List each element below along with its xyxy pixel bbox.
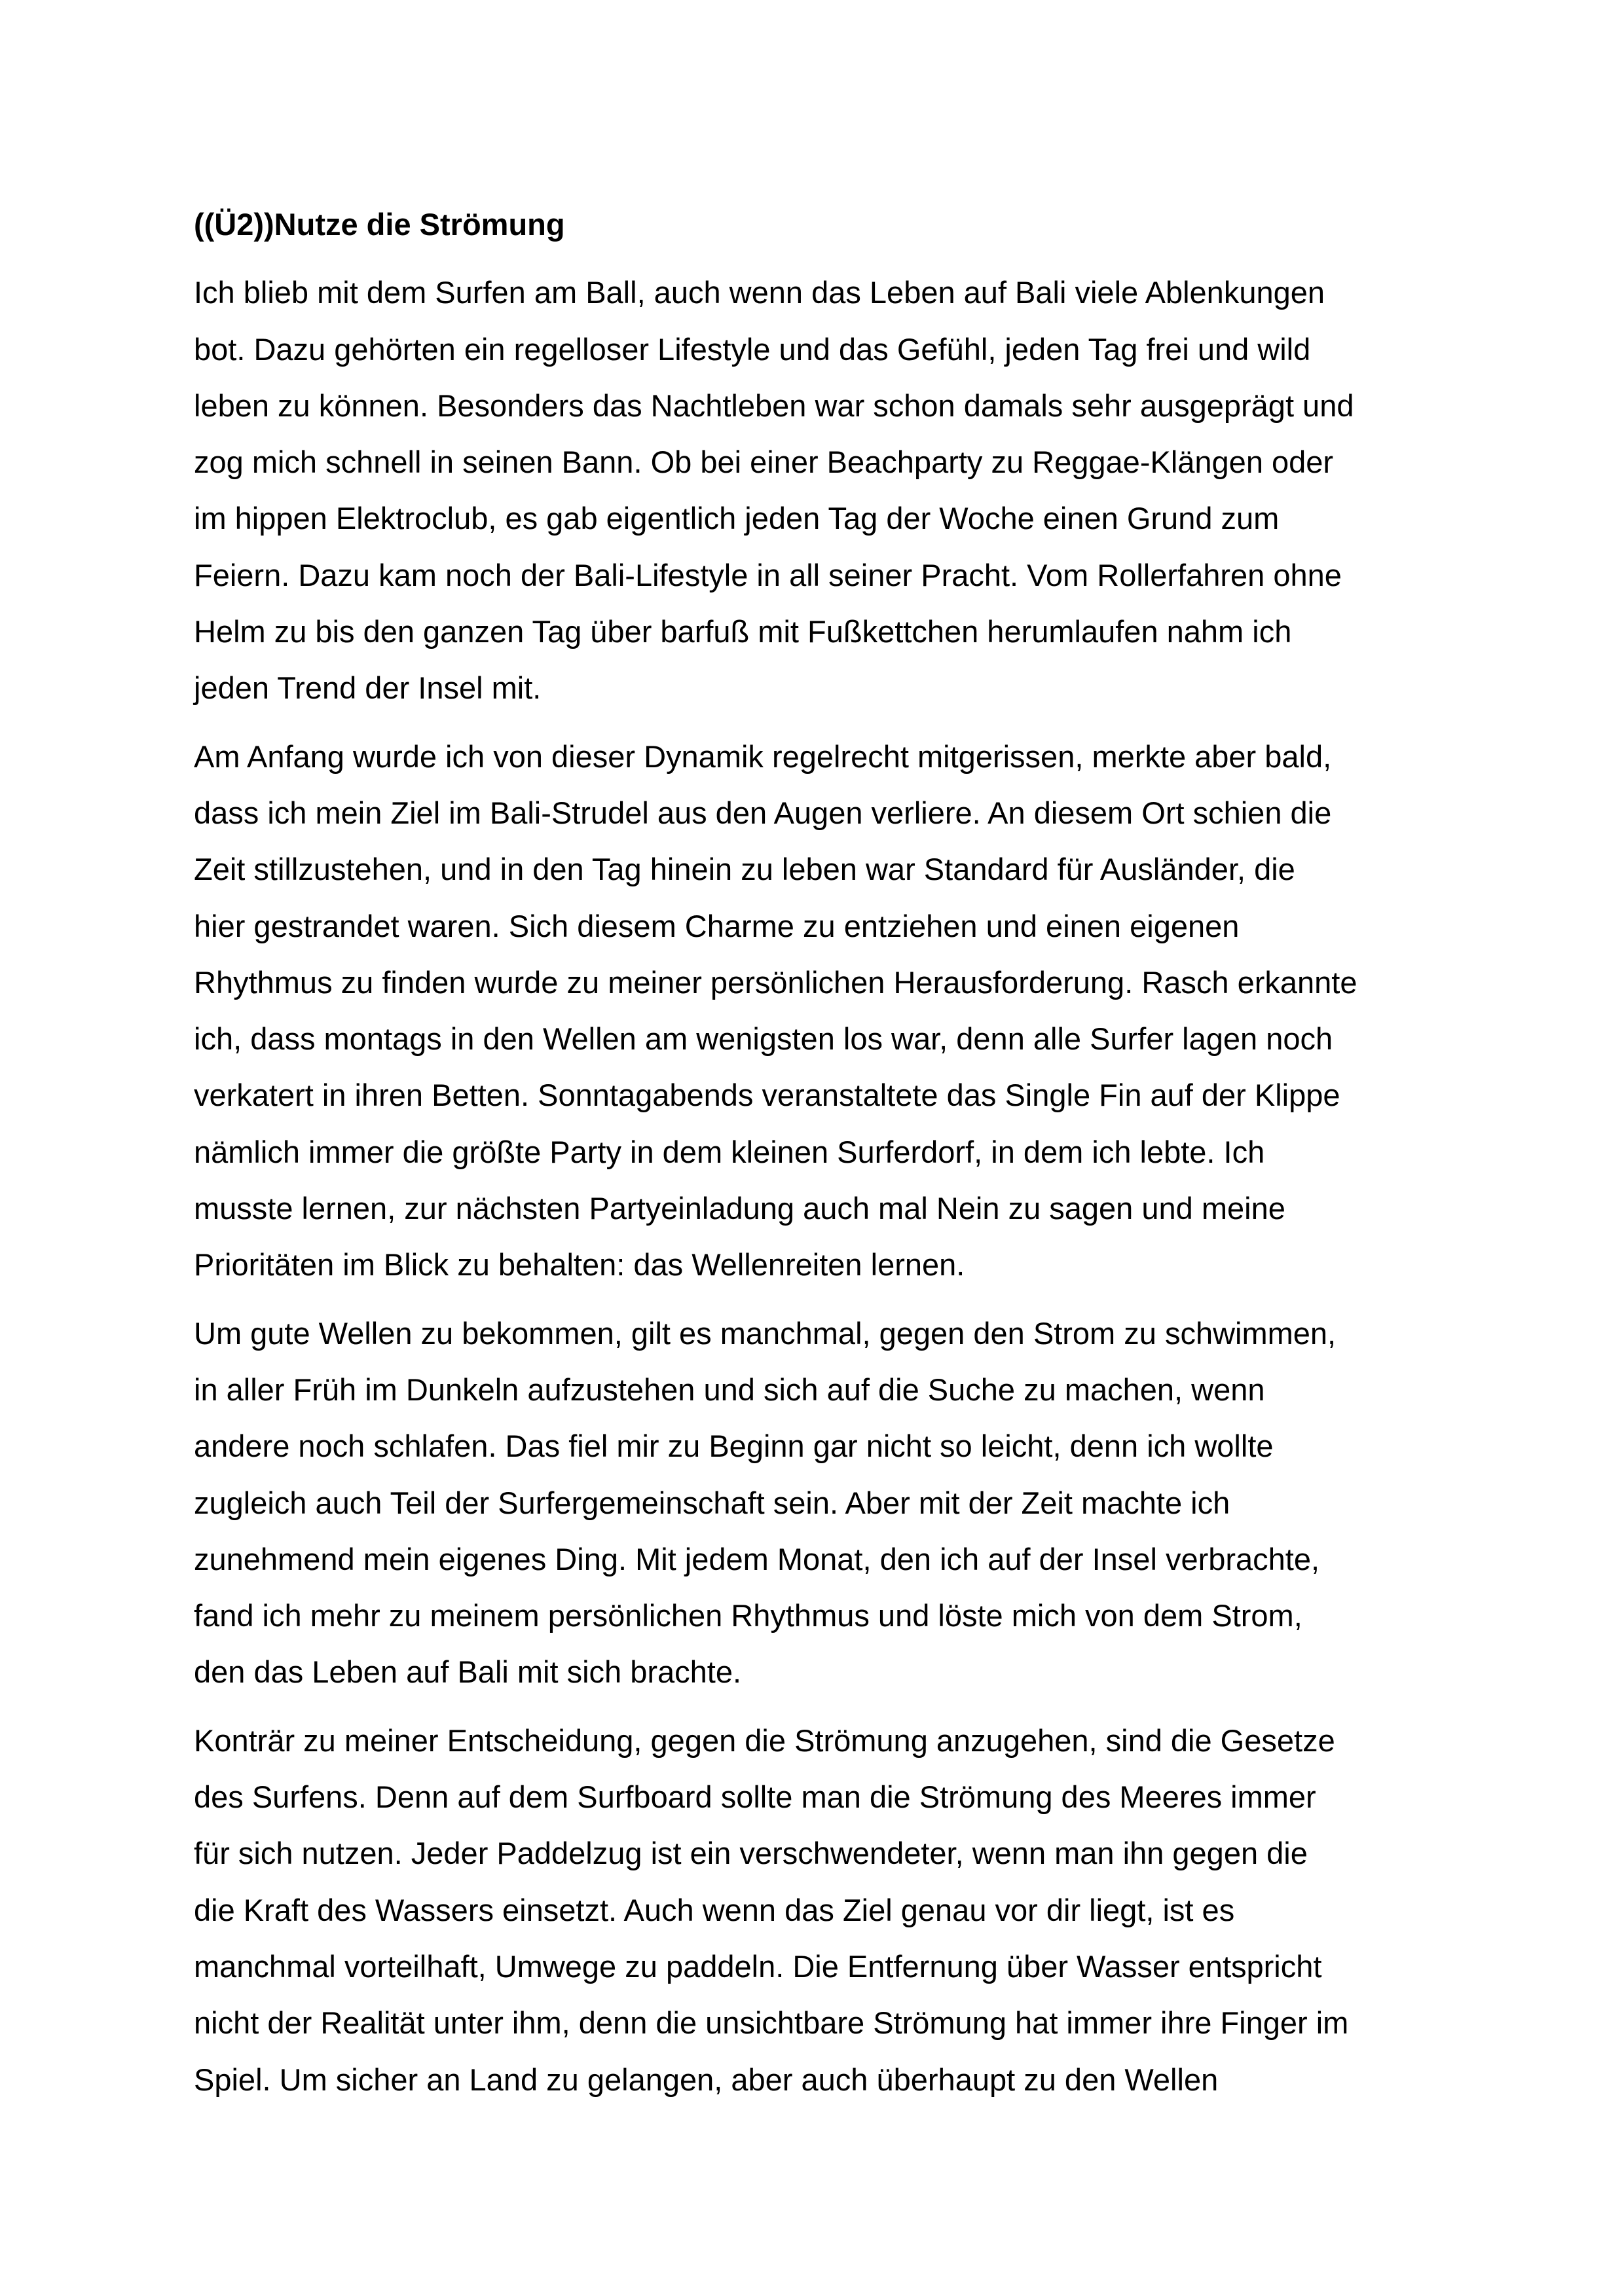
text-line: des Surfens. Denn auf dem Surfboard sollte man die Strömung des Meeres immer [194,1779,1316,1815]
text-line: manchmal vorteilhaft, Umwege zu paddeln. Die Entfernung über Wasser entspricht [194,1948,1322,1984]
text-line: Rhythmus zu finden wurde zu meiner persönlichen Herausforderung. Rasch erkannte [194,964,1357,1000]
text-line: bot. Dazu gehörten ein regelloser Lifestyle und das Gefühl, jeden Tag frei und wild [194,331,1311,367]
text-line: jeden Trend der Insel mit. [194,670,542,706]
text-line: ich, dass montags in den Wellen am wenigsten los war, denn alle Surfer lagen noch [194,1021,1333,1057]
text-line: musste lernen, zur nächsten Partyeinladung auch mal Nein zu sagen und meine [194,1191,1285,1226]
paragraph-3 [194,1305,1458,1701]
text-line: Ich blieb mit dem Surfen am Ball, auch wenn das Leben auf Bali viele Ablenkungen [194,275,1325,310]
text-line: nämlich immer die größte Party in dem kleinen Surferdorf, in dem ich lebte. Ich [194,1134,1265,1169]
paragraph-2 [194,729,1458,1294]
text-line: den das Leben auf Bali mit sich brachte. [194,1654,742,1690]
section-heading: ((Ü2))Nutze die Strömung [194,207,565,242]
text-line: zog mich schnell in seinen Bann. Ob bei einer Beachparty zu Reggae-Klängen oder [194,445,1334,480]
text-line: verkatert in ihren Betten. Sonntagabends veranstaltete das Single Fin auf der Klippe [194,1078,1340,1113]
text-line: andere noch schlafen. Das fiel mir zu Beginn gar nicht so leicht, denn ich wollte [194,1429,1274,1464]
text-line: zugleich auch Teil der Surfergemeinschaft sein. Aber mit der Zeit machte ich [194,1485,1230,1520]
text-line: in aller Früh im Dunkeln aufzustehen und sich auf die Suche zu machen, wenn [194,1372,1265,1407]
paragraph-1 [194,264,1458,716]
text-line: im hippen Elektroclub, es gab eigentlich jeden Tag der Woche einen Grund zum [194,501,1280,536]
text-line: Um gute Wellen zu bekommen, gilt es manchmal, gegen den Strom zu schwimmen, [194,1315,1337,1351]
document-page [194,196,1458,2120]
text-line: Feiern. Dazu kam noch der Bali-Lifestyle in all seiner Pracht. Vom Rollerfahren ohne [194,557,1342,592]
text-line: Am Anfang wurde ich von dieser Dynamik regelrecht mitgerissen, merkte aber bald, [194,738,1332,774]
text-line: hier gestrandet waren. Sich diesem Charme zu entziehen und einen eigenen [194,908,1240,943]
text-line: für sich nutzen. Jeder Paddelzug ist ein verschwendeter, wenn man ihn gegen die [194,1836,1308,1871]
text-line: Spiel. Um sicher an Land zu gelangen, aber auch überhaupt zu den Wellen [194,2062,1219,2097]
text-line: Helm zu bis den ganzen Tag über barfuß mit Fußkettchen herumlaufen nahm ich [194,614,1292,649]
text-line: Zeit stillzustehen, und in den Tag hinein zu leben war Standard für Ausländer, die [194,852,1295,887]
text-line: die Kraft des Wassers einsetzt. Auch wenn das Ziel genau vor dir liegt, ist es [194,1892,1235,1927]
text-line: zunehmend mein eigenes Ding. Mit jedem Monat, den ich auf der Insel verbrachte, [194,1541,1320,1576]
text-line: fand ich mehr zu meinem persönlichen Rhythmus und löste mich von dem Strom, [194,1598,1302,1633]
text-line: Prioritäten im Blick zu behalten: das Wellenreiten lernen. [194,1247,965,1283]
text-line: dass ich mein Ziel im Bali-Strudel aus den Augen verliere. An diesem Ort schien die [194,795,1332,830]
paragraph-4 [194,1713,1458,2108]
text-line: leben zu können. Besonders das Nachtleben war schon damals sehr ausgeprägt und [194,388,1354,423]
text-line: nicht der Realität unter ihm, denn die unsichtbare Strömung hat immer ihre Finger im [194,2005,1349,2041]
text-line: Konträr zu meiner Entscheidung, gegen die Strömung anzugehen, sind die Gesetze [194,1722,1335,1758]
